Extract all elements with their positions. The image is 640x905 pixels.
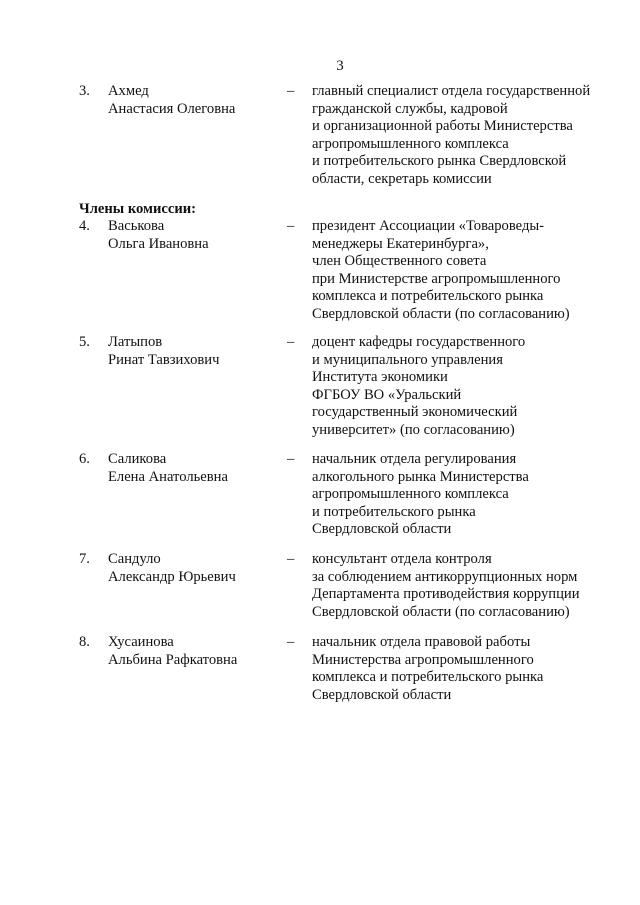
position-line: Свердловской области [312, 521, 452, 538]
member-surname: Васькова [108, 218, 165, 234]
entry-dash: – [287, 334, 295, 350]
member-position [312, 451, 529, 539]
entry-number: 8. [79, 634, 90, 650]
member-given-names: Ольга Ивановна [108, 235, 209, 252]
entry-dash: – [287, 634, 295, 650]
entry-number: 6. [79, 451, 90, 467]
position-line: Министерства агропромышленного [312, 651, 534, 668]
position-line: начальник отдела правовой работы [312, 634, 531, 650]
member-position [312, 83, 590, 189]
position-line: области, секретарь комиссии [312, 170, 492, 187]
position-line: комплекса и потребительского рынка [312, 669, 544, 686]
position-line: Свердловской области (по согласованию) [312, 305, 570, 322]
entry-dash: – [287, 83, 295, 99]
member-surname: Сандуло [108, 551, 161, 567]
position-line: доцент кафедры государственного [312, 334, 526, 350]
member-given-names: Елена Анатольевна [108, 468, 228, 485]
member-surname: Ахмед [108, 83, 149, 99]
member-given-names: Ринат Тавзихович [108, 351, 220, 368]
position-line: за соблюдением антикоррупционных норм [312, 568, 578, 585]
entry-number: 7. [79, 551, 90, 567]
position-line: гражданской службы, кадровой [312, 100, 508, 117]
member-name [108, 551, 236, 586]
position-line: при Министерстве агропромышленного [312, 270, 561, 287]
position-line: президент Ассоциации «Товароведы- [312, 218, 545, 234]
position-line: и потребительского рынка [312, 503, 476, 520]
position-line: и потребительского рынка Свердловской [312, 153, 567, 170]
member-name [108, 334, 219, 369]
position-line: консультант отдела контроля [312, 551, 492, 567]
position-line: алкогольного рынка Министерства [312, 468, 529, 485]
position-line: комплекса и потребительского рынка [312, 288, 544, 305]
member-surname: Саликова [108, 451, 167, 467]
position-line: начальник отдела регулирования [312, 451, 517, 467]
member-name [108, 634, 237, 669]
position-line: агропромышленного комплекса [312, 135, 509, 152]
member-position [312, 218, 570, 324]
position-line: агропромышленного комплекса [312, 486, 509, 503]
members-heading: Члены комиссии: [79, 201, 197, 217]
position-line: Института экономики [312, 369, 448, 386]
member-given-names: Анастасия Олеговна [108, 100, 236, 117]
member-position [312, 334, 525, 440]
entry-dash: – [287, 551, 295, 567]
position-line: Свердловской области (по согласованию) [312, 603, 570, 620]
member-position [312, 551, 580, 621]
position-line: Свердловской области [312, 686, 452, 703]
member-given-names: Александр Юрьевич [108, 568, 236, 585]
member-surname: Латыпов [108, 334, 163, 350]
member-name [108, 451, 228, 486]
position-line: член Общественного совета [312, 253, 487, 270]
page-number: 3 [336, 58, 344, 74]
entry-number: 3. [79, 83, 90, 99]
entry-number: 4. [79, 218, 90, 234]
entry-dash: – [287, 218, 295, 234]
position-line: и организационной работы Министерства [312, 118, 573, 135]
member-surname: Хусаинова [108, 634, 174, 650]
position-line: государственный экономический [312, 404, 518, 421]
position-line: ФГБОУ ВО «Уральский [312, 386, 462, 403]
position-line: университет» (по согласованию) [312, 421, 515, 438]
member-name [108, 218, 209, 253]
member-given-names: Альбина Рафкатовна [108, 651, 238, 668]
position-line: менеджеры Екатеринбурга», [312, 235, 489, 252]
position-line: и муниципального управления [312, 351, 503, 368]
entry-dash: – [287, 451, 295, 467]
member-name [108, 83, 235, 118]
member-position [312, 634, 543, 704]
entry-number: 5. [79, 334, 90, 350]
position-line: главный специалист отдела государственной [312, 83, 591, 99]
position-line: Департамента противодействия коррупции [312, 586, 580, 603]
